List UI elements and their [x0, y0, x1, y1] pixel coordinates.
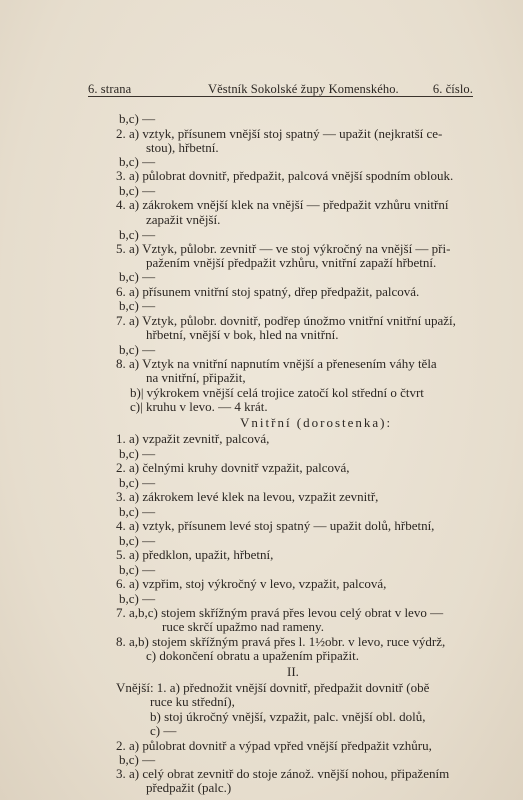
header-rule [88, 96, 473, 97]
text-line: 6. a) vzpřim, stoj výkročný v levo, vzpažit, palcová, [116, 576, 387, 591]
text-line: b,c) — [119, 342, 156, 357]
text-line: 4. a) zákrokem vnější klek na vnější — předpažit vzhůru vnitřní [116, 197, 449, 212]
text-line: Vnější: 1. a) přednožit vnější dovnitř, předpažit dovnitř (obě [116, 680, 430, 695]
text-line: 5. a) Vztyk, půlobr. zevnitř — ve stoj výkročný na vnější — při- [116, 241, 451, 256]
text-line: 8. a,b) stojem skřížným pravá přes l. 1½obr. v levo, ruce výdrž, [116, 634, 446, 649]
text-line: 3. a) zákrokem levé klek na levou, vzpažit zevnitř, [116, 489, 379, 504]
page-number: 6. strana [88, 82, 132, 96]
text-line: na vnitřní, připažit, [146, 370, 246, 385]
text-line: 2. a) čelnými kruhy dovnitř vzpažit, palcová, [116, 460, 350, 475]
text-line: 3. a) celý obrat zevnitř do stoje zánož. vnější nohou, připažením [116, 766, 450, 781]
text-line: c) — [150, 723, 177, 738]
text-line: b,c) — [119, 183, 156, 198]
text-line: b,c) — [119, 533, 156, 548]
text-line: b,c) — [119, 562, 156, 577]
text-line: předpažit (palc.) [146, 780, 232, 795]
text-line: 7. a,b,c) stojem skřížným pravá přes levou celý obrat v levo — [116, 605, 444, 620]
text-line: ruce ku střední), [150, 694, 235, 709]
text-line: 6. a) přísunem vnitřní stoj spatný, dřep předpažit, palcová. [116, 284, 420, 299]
text-line: 1. a) vzpažit zevnitř, palcová, [116, 431, 270, 446]
text-line: hřbetní, vnější v bok, hled na vnitřní. [146, 327, 339, 342]
journal-title: Věstník Sokolské župy Komenského. [208, 82, 399, 96]
text-line: 4. a) vztyk, přísunem levé stoj spatný — upažit dolů, hřbetní, [116, 518, 435, 533]
text-line: pažením vnější předpažit vzhůru, vnitřní zapaží hřbetní. [146, 255, 437, 270]
text-line: b,c) — [119, 269, 156, 284]
text-line: b,c) — [119, 298, 156, 313]
text-line: b,c) — [119, 504, 156, 519]
text-line: c)| kruhu v levo. — 4 krát. [130, 399, 268, 414]
text-line: stou), hřbetní. [146, 140, 219, 155]
text-line: b,c) — [119, 227, 156, 242]
text-line: b,c) — [119, 591, 156, 606]
section-number: II. [287, 664, 299, 679]
text-line: 2. a) půlobrat dovnitř a výpad vpřed vnější předpažit vzhůru, [116, 738, 432, 753]
text-line: zapažit vnější. [146, 212, 221, 227]
text-line: b) stoj úkročný vnější, vzpažit, palc. vnější obl. dolů, [150, 709, 426, 724]
text-line: b,c) — [119, 111, 156, 126]
issue-number: 6. číslo. [432, 82, 473, 96]
text-line: b,c) — [119, 475, 156, 490]
text-line: 2. a) vztyk, přísunem vnější stoj spatný — upažit (nejkratší ce- [116, 126, 443, 141]
text-line: 8. a) Vztyk na vnitřní napnutím vnější a přenesením váhy těla [116, 356, 437, 371]
text-line: 7. a) Vztyk, půlobr. dovnitř, podřep únožmo vnitřní vnitřní upaží, [116, 313, 456, 328]
text-line: 3. a) půlobrat dovnitř, předpažit, palcová vnější spodním oblouk. [116, 168, 454, 183]
text-line: ruce skrčí upažmo nad rameny. [162, 619, 324, 634]
text-line: b,c) — [119, 446, 156, 461]
text-line: c) dokončení obratu a upažením připažit. [146, 648, 359, 663]
text-line: b)| výkrokem vnější celá trojice zatočí kol střední o čtvrt [130, 385, 424, 400]
text-line: 5. a) předklon, upažit, hřbetní, [116, 547, 274, 562]
text-line: b,c) — [119, 154, 156, 169]
section-heading: Vnitřní (dorostenka): [240, 415, 393, 430]
text-line: b,c) — [119, 752, 156, 767]
